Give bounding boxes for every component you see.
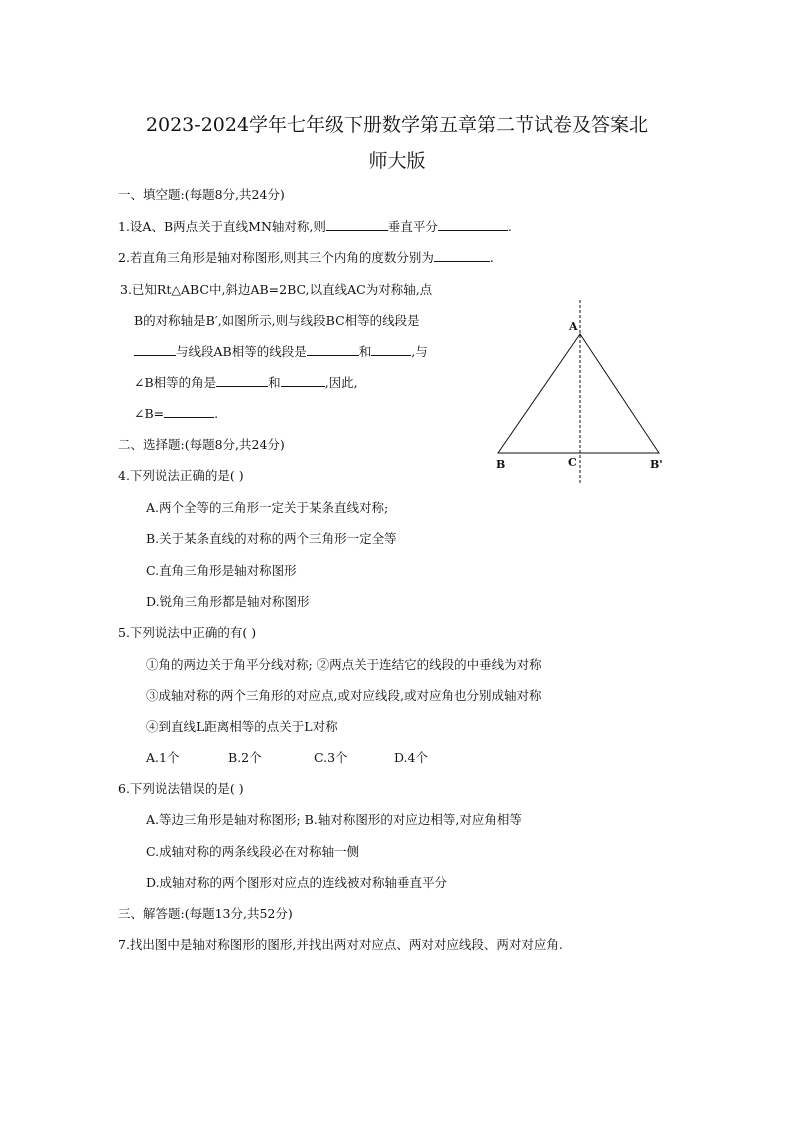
q3-text: ∠B相等的角是 [134,375,217,390]
q2-end: . [489,250,494,265]
q1-text-2: 垂直平分 [387,219,438,234]
q1-end: . [507,219,512,234]
q3-text: 与线段AB相等的线段是 [176,344,307,359]
q5-option-c: C.3个 [314,750,348,765]
label-c: C [568,456,577,469]
q3-text: ,因此, [324,375,358,390]
q2-text: 2.若直角三角形是轴对称图形,则其三个内角的度数分别为 [118,250,434,265]
q6-option-a-b: A.等边三角形是轴对称图形; B.轴对称图形的对应边相等,对应角相等 [146,812,522,827]
label-a: A [569,320,578,333]
q4-option-a: A.两个全等的三角形一定关于某条直线对称; [146,500,389,515]
title-line-2: 师大版 [368,150,426,172]
question-5: 5.下列说法中正确的有( ) [118,625,257,640]
section-1-heading: 一、填空题:(每题8分,共24分) [118,187,285,202]
triangle [498,334,659,453]
title-line-1: 2023-2024学年七年级下册数学第五章第二节试卷及答案北 [145,114,649,136]
q4-option-d: D.锐角三角形都是轴对称图形 [146,594,310,609]
q3-text: 和 [268,375,281,390]
question-7: 7.找出图中是轴对称图形的图形,并找出两对对应点、两对对应线段、两对对应角. [118,937,563,952]
q3-text: 和 [358,344,372,359]
section-2-heading: 二、选择题:(每题8分,共24分) [118,437,285,452]
section-3-heading: 三、解答题:(每题13分,共52分) [118,906,293,921]
label-b-prime: B' [650,458,663,471]
q6-option-c: C.成轴对称的两条线段必在对称轴一侧 [146,844,360,859]
q5-option-b: B.2个 [228,750,262,765]
q3-text: ,与 [411,344,428,359]
q4-option-c: C.直角三角形是轴对称图形 [146,563,297,578]
q5-option-d: D.4个 [394,750,429,765]
question-3-line-2: B的对称轴是B′,如图所示,则与线段BC相等的线段是 [134,313,420,328]
q3-text: ∠B= [134,406,165,421]
label-b: B [496,458,506,471]
q3-end: . [214,406,219,421]
q5-statement-3: ③成轴对称的两个三角形的对应点,或对应线段,或对应角也分别成轴对称 [146,688,542,703]
question-6: 6.下列说法错误的是( ) [118,781,244,796]
q5-option-a: A.1个 [146,750,180,765]
q4-option-b: B.关于某条直线的对称的两个三角形一定全等 [146,531,397,546]
q6-option-d: D.成轴对称的两个图形对应点的连线被对称轴垂直平分 [146,875,448,890]
q5-statement-4: ④到直线L距离相等的点关于L对称 [146,719,338,734]
q5-statement-1-2: ①角的两边关于角平分线对称; ②两点关于连结它的线段的中垂线为对称 [146,657,542,672]
question-4: 4.下列说法正确的是( ) [118,468,244,483]
q1-text: 1.设A、B两点关于直线MN轴对称,则 [118,219,326,234]
question-3-line-1: 3.已知Rt△ABC中,斜边AB=2BC,以直线AC为对称轴,点 [120,282,433,297]
